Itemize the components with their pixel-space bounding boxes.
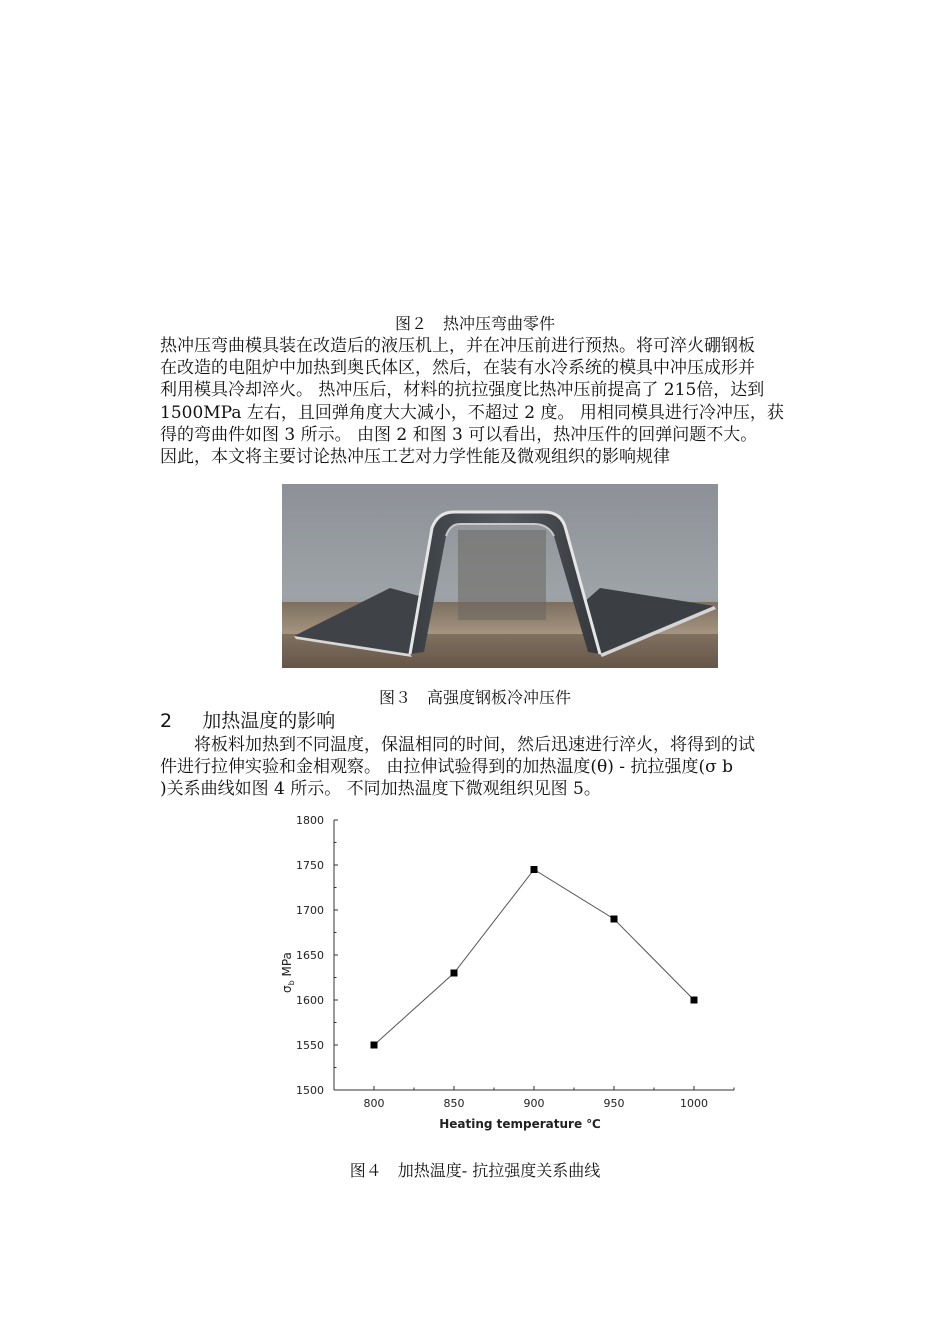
y-tick-label: 1500 xyxy=(296,1084,324,1097)
figure-4-caption: 图４ 加热温度- 抗拉强度关系曲线 xyxy=(349,1161,601,1180)
paragraph-line: 件进行拉伸实验和金相观察。 由拉伸试验得到的加热温度(θ) - 抗拉强度(σ b xyxy=(160,757,733,778)
figure-2-caption: 图２ 热冲压弯曲零件 xyxy=(394,314,555,333)
section-title: 加热温度的影响 xyxy=(202,710,336,732)
y-tick-label: 1700 xyxy=(296,904,324,917)
x-tick-label: 950 xyxy=(603,1097,625,1110)
section-heading xyxy=(160,706,335,733)
y-tick-label: 1600 xyxy=(296,994,324,1007)
figure-3-caption: 图３ 高强度钢板冷冲压件 xyxy=(378,688,571,707)
data-point xyxy=(531,866,538,873)
paragraph-2 xyxy=(160,734,844,801)
y-tick-label: 1550 xyxy=(296,1039,324,1052)
paragraph-line: )关系曲线如图 4 所示。 不同加热温度下微观组织见图 5。 xyxy=(160,779,601,800)
y-tick-label: 1650 xyxy=(296,949,324,962)
strength-temperature-chart xyxy=(266,808,746,1144)
data-point xyxy=(611,916,618,923)
paragraph-line: 利用模具冷却淬火。 热冲压后，材料的抗拉强度比热冲压前提高了 215倍，达到 xyxy=(160,380,765,401)
data-point xyxy=(691,997,698,1004)
series-line xyxy=(374,870,694,1046)
x-tick-label: 850 xyxy=(443,1097,465,1110)
paragraph-line: 得的弯曲件如图 3 所示。 由图 2 和图 3 可以看出，热冲压件的回弹问题不大。 xyxy=(160,424,758,445)
x-tick-label: 1000 xyxy=(680,1097,708,1110)
y-axis-label: $\sigma_b$ MPa xyxy=(280,952,296,993)
y-tick-label: 1800 xyxy=(296,814,324,827)
x-axis-label: Heating temperature ℃ xyxy=(439,1117,601,1131)
x-tick-label: 800 xyxy=(363,1097,385,1110)
paragraph-line: 1500MPa 左右，且回弹角度大大减小，不超过 2 度。 用相同模具进行冷冲压，获 xyxy=(160,402,784,423)
data-point xyxy=(371,1042,378,1049)
y-tick-label: 1750 xyxy=(296,859,324,872)
cold-stamped-part-photo xyxy=(282,484,718,668)
paragraph-line: 因此，本文将主要讨论热冲压工艺对力学性能及微观组织的影响规律 xyxy=(160,447,670,468)
paragraph-line: 在改造的电阻炉中加热到奥氏体区，然后，在装有水冷系统的模具中冲压成形并 xyxy=(160,358,755,379)
section-number: 2 xyxy=(160,710,173,732)
x-tick-label: 900 xyxy=(523,1097,545,1110)
paragraph-line: 将板料加热到不同温度，保温相同的时间，然后迅速进行淬火，将得到的试 xyxy=(194,735,755,755)
paragraph-line: 热冲压弯曲模具装在改造后的液压机上，并在冲压前进行预热。将可淬火硼钢板 xyxy=(160,336,755,356)
data-point xyxy=(451,970,458,977)
paragraph-1 xyxy=(160,335,844,468)
